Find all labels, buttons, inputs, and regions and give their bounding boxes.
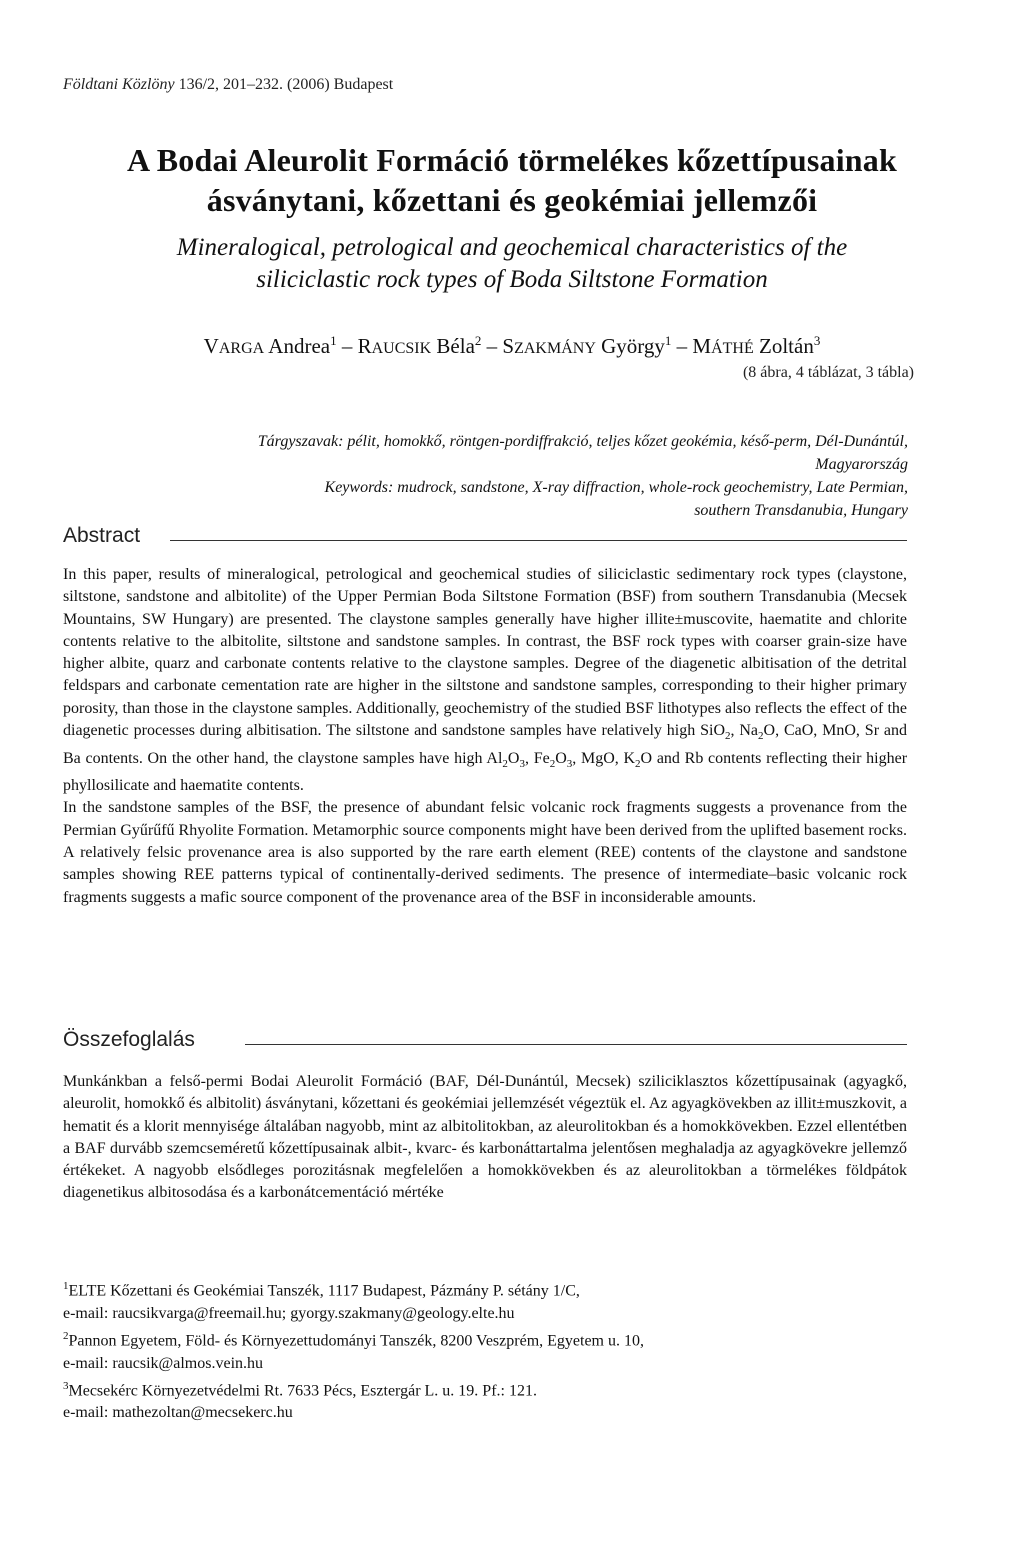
title-en-line-2: siliciclastic rock types of Boda Siltstone Formation [256, 266, 768, 293]
title-hu-line-1: A Bodai Aleurolit Formáció törmelékes kőzettípusainak [127, 142, 897, 178]
footnote-email: e-mail: raucsik@almos.vein.hu [63, 1354, 264, 1372]
author-4-surname: ÁTHÉ [711, 340, 754, 357]
footnote-text: ELTE Kőzettani és Geokémiai Tanszék, 1117 Budapest, Pázmány P. sétány 1/C, [68, 1282, 580, 1300]
author-3-given: György [595, 334, 665, 358]
abstract-text: In this paper, results of mineralogical, petrological and geochemical studies of siliciclastic sedimentary rock types (claystone, siltstone, sandstone and albitolite) of the Upper Permian Boda Siltstone Formation (BSF) from southern Transdanubia (Mecsek Mountains, SW Hungary) are presented. The claystone samples generally have higher illite±muscovite, haematite and chlorite contents relative to the albitolite, siltstone and sandstone samples. In contrast, the BSF rock types with coarser grain-size have higher albite, quarz and carbonate contents relative to the claystone samples. Degree of the diagenetic albitisation of the detrital feldspars and carbonate cementation rate are higher in the siltstone and sandstone samples, corresponding to their higher primary porosity, than those in the claystone samples. Additionally, geochemistry of the studied BSF lithotypes also reflects the effect of the diagenetic processes during albitisation. The siltstone and sandstone samples have relatively high SiO [63, 566, 907, 740]
subscript: 3 [566, 757, 573, 770]
figure-count: (8 ábra, 4 táblázat, 3 tábla) [742, 364, 914, 381]
author-3-initial: S [502, 334, 515, 358]
abstract-text: , Fe [524, 749, 550, 767]
subscript: 2 [502, 757, 508, 770]
author-1-surname: ARGA [218, 340, 265, 357]
footnote-line [63, 1325, 907, 1353]
abstract-paragraph-2: In the sandstone samples of the BSF, the presence of abundant felsic volcanic rock fragments suggests a provenance from the Permian Gyűrűfű Rhyolite Formation. Metamorphic source components might have been derived from the uplifted basement rocks. A relatively felsic provenance area is also supported by the rare earth element (REE) contents of the claystone and sandstone samples showing REE patterns typical of continentally-derived sediments. The presence of intermediate–basic volcanic rock fragments suggests a mafic source component of the provenance area of the BSF in inconsiderable amounts. [63, 799, 907, 906]
footnote-text: Mecsekérc Környezetvédelmi Rt. 7633 Pécs, Esztergár L. u. 19. Pf.: 121. [68, 1382, 537, 1400]
abstract-text: O [555, 749, 567, 767]
author-2-affiliation: 2 [474, 333, 482, 348]
abstract-rule [170, 540, 907, 541]
author-3-surname: ZAKMÁNY [514, 340, 596, 357]
author-1-given: Andrea [264, 334, 331, 358]
subscript: 2 [635, 757, 641, 770]
footnote-text: Pannon Egyetem, Föld- és Környezettudományi Tanszék, 8200 Veszprém, Egyetem u. 10, [68, 1332, 644, 1350]
abstract-text: O [507, 749, 520, 767]
abstract-text: , Na [730, 722, 759, 740]
author-2-given: Béla [431, 334, 475, 358]
author-4-initial: M [692, 334, 712, 358]
author-separator: – [481, 334, 503, 358]
affiliation-footnotes [63, 1275, 907, 1425]
author-separator: – [336, 334, 358, 358]
title-hu-line-2: ásványtani, kőzettani és geokémiai jellemzői [206, 182, 818, 218]
keywords-hu-line-1: Tárgyszavak: pélit, homokkő, röntgen-pordiffrakció, teljes kőzet geokémia, késő-perm, Dél-Dunántúl, [257, 433, 908, 450]
footnote-email: e-mail: mathezoltan@mecsekerc.hu [63, 1404, 293, 1422]
author-1 [204, 334, 337, 358]
abstract-text: O, CaO, MnO, Sr and Ba contents. On the other hand, the claystone samples have high Al [63, 722, 908, 767]
subscript: 3 [519, 757, 525, 770]
author-2-initial: R [357, 334, 372, 358]
title-english [60, 232, 964, 296]
title-hungarian [40, 140, 984, 220]
footnote-line [63, 1303, 907, 1325]
keywords-en-line-1: Keywords: mudrock, sandstone, X-ray diffraction, whole-rock geochemistry, Late Permian, [324, 479, 908, 496]
journal-citation [63, 76, 393, 94]
author-1-affiliation: 1 [330, 333, 337, 348]
footnote-marker: 2 [63, 1329, 69, 1342]
author-4-affiliation: 3 [813, 333, 821, 348]
summary-body [63, 1071, 907, 1205]
footnote-line [63, 1353, 907, 1375]
abstract-heading: Abstract [63, 524, 141, 547]
subscript: 2 [725, 730, 731, 743]
abstract-paragraph-1 [63, 564, 907, 797]
summary-paragraph-1: Munkánkban a felső-permi Bodai Aleurolit Formáció (BAF, Dél-Dunántúl, Mecsek) sziliciklasztos kőzettípusainak (agyagkő, aleurolit, homokkő és albitolit) ásványtani, kőzettani és geokémiai jellemzését végeztük el. Az agyagkövekben az illit±muszkovit, a hematit és a klorit mennyisége általában nagyobb, mint az albitolitokban, az aleurolitokban és a homokkövekben. Ezzel ellentétben a BAF durvább szemcseméretű kőzettípusainak albit-, kvarc- és karbonáttartalma jelentősen meghaladja az agyagkövekre jellemző értékeket. A nagyobb elsődleges porozitásnak megfelelően a homokkövekben és az aleurolitokban a törmelékes földpátok diagenetikus albitosodása és a karbonátcementáció mértéke [63, 1073, 907, 1202]
footnote-line [63, 1402, 907, 1424]
keywords-hu-line-2: Magyarország [815, 456, 908, 473]
author-4-given: Zoltán [753, 334, 814, 358]
footnote-email: e-mail: raucsikvarga@freemail.hu; gyorgy.szakmany@geology.elte.hu [63, 1304, 515, 1322]
abstract-text: O and Rb contents reflecting their higher phyllosilicate and haematite contents. [63, 749, 908, 795]
journal-issue: 136/2, 201–232. (2006) Budapest [174, 76, 394, 93]
journal-name: Földtani Közlöny [63, 76, 175, 93]
abstract-body [63, 564, 907, 909]
author-separator: – [671, 334, 693, 358]
author-3-affiliation: 1 [664, 333, 672, 348]
subscript: 2 [758, 730, 764, 743]
author-4 [692, 334, 820, 358]
summary-rule [245, 1044, 907, 1045]
footnote-marker: 3 [63, 1379, 69, 1392]
keywords-block [148, 430, 908, 522]
keywords-en-line-2: southern Transdanubia, Hungary [694, 502, 908, 519]
author-3 [502, 334, 671, 358]
abstract-text: , MgO, K [572, 749, 636, 767]
footnote-marker: 1 [63, 1280, 69, 1292]
footnote-line [63, 1275, 907, 1303]
author-1-initial: V [203, 334, 219, 358]
summary-heading: Összefoglalás [63, 1028, 195, 1051]
title-en-line-1: Mineralogical, petrological and geochemical characteristics of the [176, 234, 848, 261]
author-list [60, 333, 964, 359]
footnote-line [63, 1375, 907, 1403]
author-2-surname: AUCSIK [371, 340, 432, 357]
author-2 [358, 334, 482, 358]
subscript: 2 [549, 757, 556, 770]
